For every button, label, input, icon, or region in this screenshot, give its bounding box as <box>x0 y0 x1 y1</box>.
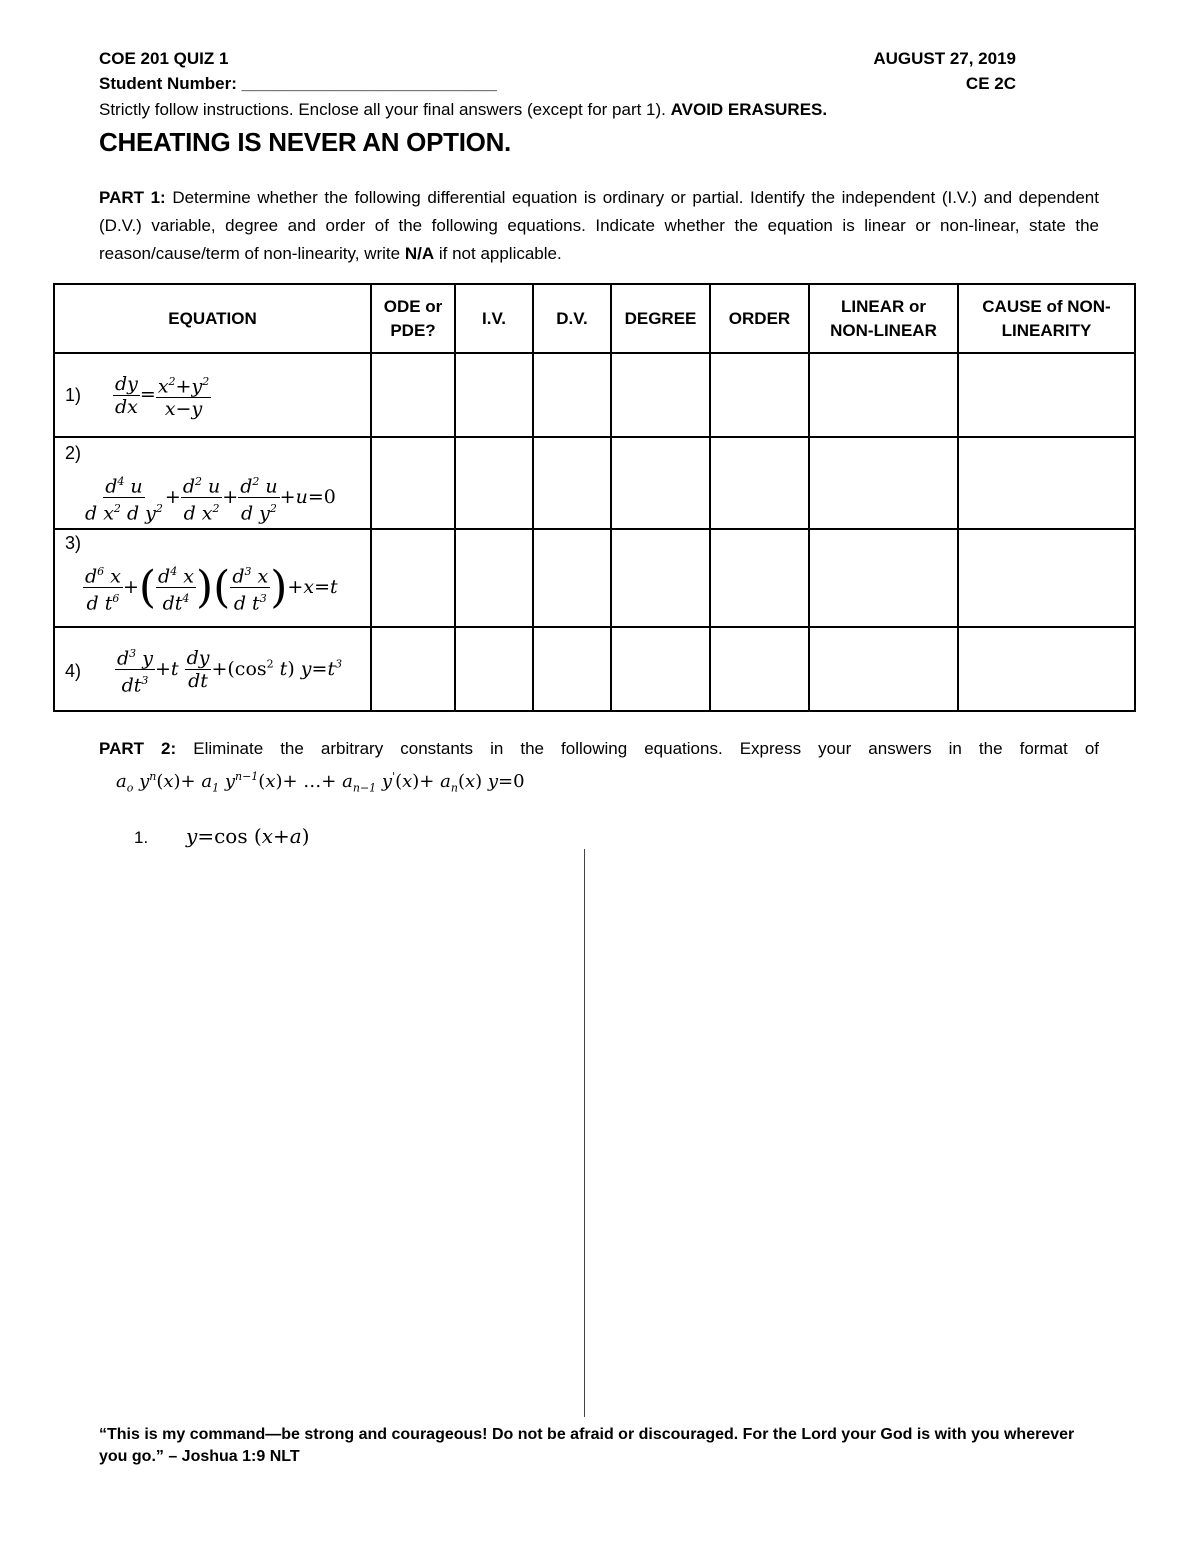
table-row <box>54 353 1135 437</box>
answer-order[interactable] <box>710 627 809 711</box>
answer-cause[interactable] <box>958 437 1135 529</box>
part1-table <box>53 283 1136 712</box>
part2-item-number: 1. <box>134 828 149 847</box>
part2-text: Eliminate the arbitrary constants in the following equations. Express your answers in the format of <box>193 739 1099 758</box>
answer-iv[interactable] <box>455 353 533 437</box>
answer-ode-pde[interactable] <box>371 437 455 529</box>
row-number: 1) <box>65 385 82 405</box>
equation-cell <box>54 437 371 529</box>
course-title: COE 201 QUIZ 1 <box>99 49 229 68</box>
part2-format-equation: $a_o$ $y^n(x)+ a_1$ $y^{n-1}(x)+$ …+ $a_{n-1}$ $y'(x)+ a_n(x)$ y=0 <box>116 770 525 795</box>
part2-label: PART 2: <box>99 739 177 758</box>
answer-dv[interactable] <box>533 529 611 627</box>
answer-linearity[interactable] <box>809 437 958 529</box>
part2-instructions <box>99 735 1099 763</box>
row-number: 2) <box>65 443 82 463</box>
section-label: CE 2C <box>965 74 1016 93</box>
answer-cause[interactable] <box>958 353 1135 437</box>
table-row <box>54 529 1135 627</box>
col-dv: D.V. <box>533 284 611 353</box>
answer-iv[interactable] <box>455 627 533 711</box>
answer-ode-pde[interactable] <box>371 353 455 437</box>
answer-cause[interactable] <box>958 529 1135 627</box>
answer-linearity[interactable] <box>809 627 958 711</box>
answer-ode-pde[interactable] <box>371 529 455 627</box>
answer-order[interactable] <box>710 529 809 627</box>
equation-3: $\frac{d^6 x}{d t^6}$ +( $\frac{d^4 x}{dt^4}$ )( $\frac{d^3 x}{d t^3}$ )+x=t <box>85 561 338 615</box>
part1-label: PART 1: <box>99 188 166 207</box>
answer-degree[interactable] <box>611 627 710 711</box>
instructions-emphasis: AVOID ERASURES. <box>670 100 828 119</box>
part1-text-a: Determine whether the following differential equation is ordinary or partial. Identify the independent (I.V.) and dependent (D.V.) variable, degree and order of the following equations. Indicate whether the equation is linear or non-linear, state the reason/cause/term of non-linearity, write <box>99 188 1099 263</box>
answer-dv[interactable] <box>533 627 611 711</box>
answer-order[interactable] <box>710 353 809 437</box>
equation-cell <box>54 627 371 711</box>
answer-degree[interactable] <box>611 437 710 529</box>
equation-cell <box>54 353 371 437</box>
col-order: ORDER <box>710 284 809 353</box>
equation-1: $\frac{dy}{dx}$ = $\frac{x^2+y^2}{x-y}$ <box>113 371 211 420</box>
table-row <box>54 627 1135 711</box>
row-number: 4) <box>65 661 82 681</box>
equation-cell <box>54 529 371 627</box>
col-iv: I.V. <box>455 284 533 353</box>
answer-iv[interactable] <box>455 437 533 529</box>
col-ode-pde: ODE or PDE? <box>371 284 455 353</box>
answer-degree[interactable] <box>611 353 710 437</box>
row-number: 3) <box>65 533 82 553</box>
answer-iv[interactable] <box>455 529 533 627</box>
table-row <box>54 437 1135 529</box>
part1-text-b: if not applicable. <box>438 244 562 263</box>
answer-degree[interactable] <box>611 529 710 627</box>
col-linearity: LINEAR or NON-LINEAR <box>809 284 958 353</box>
part2-item-equation: y=cos (x+a) <box>186 824 310 848</box>
col-degree: DEGREE <box>611 284 710 353</box>
part1-instructions <box>99 184 1099 268</box>
footer-quote: “This is my command—be strong and courageous! Do not be afraid or discouraged. For the Lord your God is with you wherever you go.” – Joshua 1:9 NLT <box>99 1426 1075 1465</box>
answer-divider <box>584 849 585 1417</box>
answer-order[interactable] <box>710 437 809 529</box>
col-equation: EQUATION <box>54 284 371 353</box>
table-header-row <box>54 284 1135 353</box>
answer-linearity[interactable] <box>809 529 958 627</box>
equation-2: $\frac{d^4 u}{d x^2 d y^2}$ + $\frac{d^2 u}{d x^2}$ + $\frac{d^2 u}{d y^2}$ +u=0 <box>83 471 336 525</box>
answer-cause[interactable] <box>958 627 1135 711</box>
answer-ode-pde[interactable] <box>371 627 455 711</box>
equation-4: $\frac{d^3 y}{dt^3}$ +t $\frac{dy}{dt}$ $+(\cos^2$ t) $y=t^3$ <box>115 643 342 697</box>
quiz-date: AUGUST 27, 2019 <box>873 49 1016 68</box>
part1-na: N/A <box>404 244 435 263</box>
cheating-warning: CHEATING IS NEVER AN OPTION. <box>99 127 511 157</box>
col-cause: CAUSE of NON-LINEARITY <box>958 284 1135 353</box>
answer-linearity[interactable] <box>809 353 958 437</box>
answer-dv[interactable] <box>533 353 611 437</box>
answer-dv[interactable] <box>533 437 611 529</box>
instructions-text: Strictly follow instructions. Enclose all your final answers (except for part 1). <box>99 100 666 119</box>
instructions-line <box>99 100 827 120</box>
student-number-field[interactable]: Student Number: ___________________________ <box>99 74 497 93</box>
